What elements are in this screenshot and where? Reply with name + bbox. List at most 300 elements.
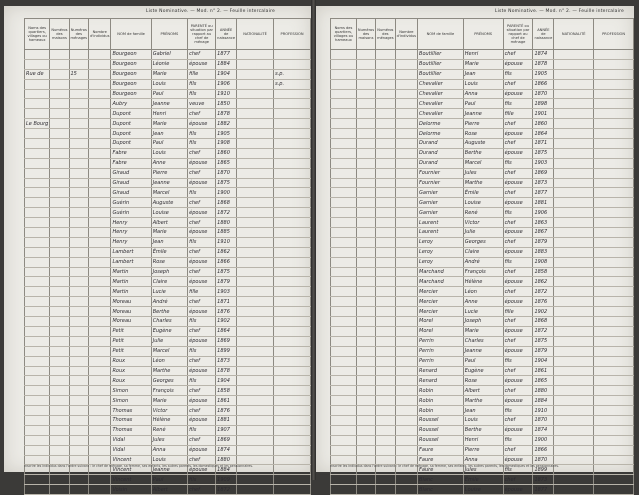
table-cell [89,247,111,257]
table-cell: épouse [188,415,216,425]
table-cell [331,307,357,317]
table-cell: 1881 [533,198,554,208]
table-cell [69,386,89,396]
table-cell: Émile [463,475,503,485]
table-row [25,99,311,109]
table-cell [25,277,50,287]
table-cell: 15 [69,69,89,79]
table-cell: Martin [111,277,151,287]
table-cell [69,237,89,247]
table-cell [376,376,396,386]
table-cell [594,109,634,119]
table-cell: fils [503,99,533,109]
table-cell [69,109,89,119]
table-cell [89,228,111,238]
table-cell: chef [188,455,216,465]
page-header: Liste Nominative. — Mod. n° 2. — Feuille intercalaire [494,9,624,14]
table-cell: 1869 [216,336,237,346]
table-cell: Voisin [111,485,151,495]
table-cell [69,376,89,386]
table-cell: Louis [463,415,503,425]
table-cell [69,178,89,188]
table-cell: épouse [503,178,533,188]
table-cell: Durand [418,158,464,168]
table-cell [594,366,634,376]
table-cell [356,307,375,317]
table-cell: Mercier [418,297,464,307]
table-row [25,485,311,495]
table-cell: 1910 [216,89,237,99]
table-cell: 1871 [216,297,237,307]
table-cell: Marcel [151,188,187,198]
table-cell: 1880 [216,218,237,228]
table-cell [331,267,357,277]
table-cell [356,366,375,376]
table-cell: épouse [188,277,216,287]
table-cell [376,148,396,158]
table-cell [594,297,634,307]
table-cell [376,307,396,317]
table-cell [50,247,69,257]
table-cell [356,406,375,416]
table-cell [237,396,274,406]
table-cell: Léon [151,356,187,366]
table-cell: chef [188,435,216,445]
table-cell [237,415,274,425]
table-row [331,69,634,79]
table-cell [554,307,594,317]
table-cell [25,59,50,69]
table-cell: Julie [463,228,503,238]
table-cell [554,59,594,69]
table-row [25,386,311,396]
left-page [4,6,311,493]
table-cell: Petit [111,346,151,356]
table-cell: chef [188,218,216,228]
column-header: Numéros des ménages [376,19,396,50]
table-cell [395,109,417,119]
table-cell [274,257,311,267]
table-row [25,218,311,228]
table-cell: François [463,267,503,277]
table-row [25,297,311,307]
table-cell [50,435,69,445]
table-row [25,188,311,198]
table-cell [237,247,274,257]
table-cell [69,50,89,60]
table-cell [237,445,274,455]
table-cell [554,50,594,60]
table-cell: 1870 [216,168,237,178]
table-cell: 1876 [533,297,554,307]
table-cell: 1877 [533,188,554,198]
column-header: ANNÉE de naissance [216,19,237,50]
table-cell [50,267,69,277]
table-row [25,79,311,89]
table-cell: Pierre [151,168,187,178]
column-header: PRÉNOMS [151,19,187,50]
table-cell [395,396,417,406]
table-cell [331,445,357,455]
table-cell: 1869 [216,435,237,445]
table-cell [50,168,69,178]
table-cell: Marie [151,119,187,129]
table-cell [69,356,89,366]
table-cell [25,129,50,139]
column-header: Noms des quartiers, villages ou hameaux [331,19,357,50]
table-cell: 1910 [533,406,554,416]
table-cell: 1904 [216,69,237,79]
table-cell [237,425,274,435]
table-cell: 1885 [216,228,237,238]
table-cell: veuve [188,99,216,109]
table-cell [237,326,274,336]
table-cell [594,218,634,228]
table-cell [554,89,594,99]
table-cell [50,376,69,386]
table-cell: Fabre [111,158,151,168]
table-cell: 1876 [216,307,237,317]
table-cell: Henri [463,435,503,445]
table-cell [25,346,50,356]
table-cell: Thomas [111,425,151,435]
table-cell: 1861 [533,366,554,376]
table-cell [274,376,311,386]
table-cell [274,307,311,317]
table-cell: 1874 [533,50,554,60]
table-cell: André [151,297,187,307]
table-cell [594,445,634,455]
table-cell [274,178,311,188]
table-cell: 1879 [533,237,554,247]
table-row [25,317,311,327]
table-cell [274,287,311,297]
table-cell: Jean [463,406,503,416]
table-cell: fils [503,435,533,445]
table-cell: 1865 [533,376,554,386]
table-cell: Mercier [418,287,464,297]
census-register-table [330,18,634,495]
table-cell: Laurent [418,228,464,238]
table-cell: Fournier [418,178,464,188]
table-cell [376,415,396,425]
table-cell [356,326,375,336]
table-cell [25,307,50,317]
table-cell: chef [188,109,216,119]
table-cell: Anna [463,89,503,99]
table-cell [331,69,357,79]
table-cell: 1869 [533,168,554,178]
table-row [331,168,634,178]
table-cell [356,415,375,425]
table-cell [25,139,50,149]
table-cell [331,485,357,495]
table-cell [376,346,396,356]
table-cell [237,346,274,356]
table-cell: Bourgeon [111,69,151,79]
table-cell: chef [188,485,216,495]
table-cell: fille [188,287,216,297]
table-cell [376,99,396,109]
table-cell: chef [503,287,533,297]
table-cell: 1862 [216,247,237,257]
table-cell: épouse [503,485,533,495]
table-cell [376,168,396,178]
table-cell: Henri [463,50,503,60]
table-cell: fils [188,129,216,139]
table-cell [89,178,111,188]
column-header: Nombre d'individus [395,19,417,50]
table-cell: 1909 [216,475,237,485]
table-row [331,237,634,247]
table-cell: Jeanne [151,178,187,188]
table-cell [50,129,69,139]
table-cell: Charles [463,336,503,346]
table-cell: chef [503,119,533,129]
table-cell [69,218,89,228]
table-cell [237,356,274,366]
table-cell [237,139,274,149]
table-cell: chef [188,297,216,307]
table-cell: chef [188,50,216,60]
table-cell [274,317,311,327]
table-cell: chef [188,247,216,257]
table-row [331,406,634,416]
table-cell [554,139,594,149]
table-cell: 1880 [216,455,237,465]
table-cell [356,237,375,247]
table-cell: Perrin [418,346,464,356]
table-cell [89,109,111,119]
table-cell [274,237,311,247]
table-cell [331,148,357,158]
table-cell [237,119,274,129]
table-cell: Georges [151,376,187,386]
table-cell [594,237,634,247]
table-cell [69,435,89,445]
table-cell [25,396,50,406]
table-cell: Marcel [463,158,503,168]
table-cell [554,129,594,139]
table-cell [89,406,111,416]
table-cell: Leroy [418,247,464,257]
table-cell: 1882 [216,119,237,129]
table-cell [89,198,111,208]
table-cell: Roussel [418,435,464,445]
table-cell: Marie [463,59,503,69]
table-cell [331,257,357,267]
table-cell: François [151,386,187,396]
table-cell [356,356,375,366]
table-cell: Jean [151,237,187,247]
table-cell: Claire [463,247,503,257]
table-cell [395,415,417,425]
table-cell [274,188,311,198]
table-cell [554,148,594,158]
table-cell: Faure [418,445,464,455]
table-cell [395,148,417,158]
table-row [331,475,634,485]
table-cell: Gabriel [151,50,187,60]
column-header: PRÉNOMS [463,19,503,50]
table-cell [69,129,89,139]
table-cell: Perrin [418,336,464,346]
table-cell: Victor [151,406,187,416]
table-cell [594,119,634,129]
table-cell [594,307,634,317]
table-cell [89,129,111,139]
table-cell [69,346,89,356]
table-cell [331,168,357,178]
table-row [25,406,311,416]
table-row [25,168,311,178]
table-cell: 1880 [533,386,554,396]
table-cell: Roussel [418,415,464,425]
table-cell [376,326,396,336]
table-cell: 1875 [216,267,237,277]
column-header: Nombre d'individus [89,19,111,50]
table-cell [25,178,50,188]
table-cell [274,198,311,208]
table-row [25,415,311,425]
table-cell [237,99,274,109]
table-cell: épouse [503,297,533,307]
table-cell: chef [188,267,216,277]
table-cell: 1908 [216,139,237,149]
table-cell: Perrin [418,356,464,366]
table-cell: 1866 [216,257,237,267]
table-cell [274,89,311,99]
table-cell [89,99,111,109]
table-row [331,267,634,277]
table-cell [594,99,634,109]
table-cell: Morel [418,326,464,336]
table-cell: chef [188,326,216,336]
table-cell: Marie [463,326,503,336]
table-row [331,119,634,129]
column-header: PROFESSION [274,19,311,50]
table-cell [89,208,111,218]
table-cell: Henry [111,218,151,228]
table-cell: Eugène [151,326,187,336]
table-cell [69,396,89,406]
table-row [331,396,634,406]
table-cell [594,336,634,346]
table-cell: 1899 [216,346,237,356]
table-row [25,326,311,336]
table-row [25,435,311,445]
column-header: PROFESSION [594,19,634,50]
table-cell: 1872 [533,326,554,336]
table-cell: Albert [151,485,187,495]
table-cell [395,376,417,386]
table-cell [376,445,396,455]
table-cell [237,208,274,218]
table-cell [356,346,375,356]
table-row [25,148,311,158]
table-row [331,317,634,327]
table-cell [274,485,311,495]
table-cell [237,79,274,89]
table-cell [594,267,634,277]
table-cell [274,139,311,149]
table-cell: Henry [111,237,151,247]
table-cell [594,59,634,69]
table-cell: 1868 [216,198,237,208]
table-cell [554,376,594,386]
table-cell: Rose [151,257,187,267]
table-cell [274,415,311,425]
table-cell [50,79,69,89]
table-cell [395,50,417,60]
table-cell: Jeanne [151,465,187,475]
table-cell [50,307,69,317]
table-cell: Moreau [111,317,151,327]
table-cell [395,277,417,287]
table-cell [89,119,111,129]
table-cell: 1864 [533,129,554,139]
table-cell: fille [188,69,216,79]
table-row [331,356,634,366]
table-cell [395,287,417,297]
column-header: NOM de famille [418,19,464,50]
table-cell [376,257,396,267]
table-cell [50,89,69,99]
table-cell [25,188,50,198]
table-cell [89,366,111,376]
table-cell [395,119,417,129]
table-row [25,277,311,287]
table-cell [237,287,274,297]
table-cell: Boutillier [418,59,464,69]
table-cell: fils [188,425,216,435]
table-cell: Berthe [463,425,503,435]
table-cell [50,99,69,109]
table-row [25,247,311,257]
table-cell [25,208,50,218]
table-cell [376,188,396,198]
table-cell: Eugène [463,366,503,376]
table-cell [594,406,634,416]
table-cell: Chevalier [418,89,464,99]
table-cell [356,69,375,79]
table-cell [50,188,69,198]
table-cell [69,475,89,485]
table-cell [25,168,50,178]
table-cell [237,158,274,168]
table-cell [69,89,89,99]
table-cell: Julie [151,336,187,346]
table-cell [395,326,417,336]
table-cell [376,69,396,79]
table-cell [594,326,634,336]
table-cell [594,139,634,149]
table-cell: Marthe [463,396,503,406]
table-cell: 1879 [216,277,237,287]
table-cell: épouse [188,396,216,406]
table-cell: fille [503,109,533,119]
table-cell: chef [188,356,216,366]
table-row [25,346,311,356]
table-cell: chef [188,168,216,178]
table-cell [554,237,594,247]
table-cell: Marchand [418,277,464,287]
table-cell [594,396,634,406]
table-cell: Léon [463,287,503,297]
table-cell: 1873 [533,178,554,188]
table-cell [237,148,274,158]
table-row [331,287,634,297]
